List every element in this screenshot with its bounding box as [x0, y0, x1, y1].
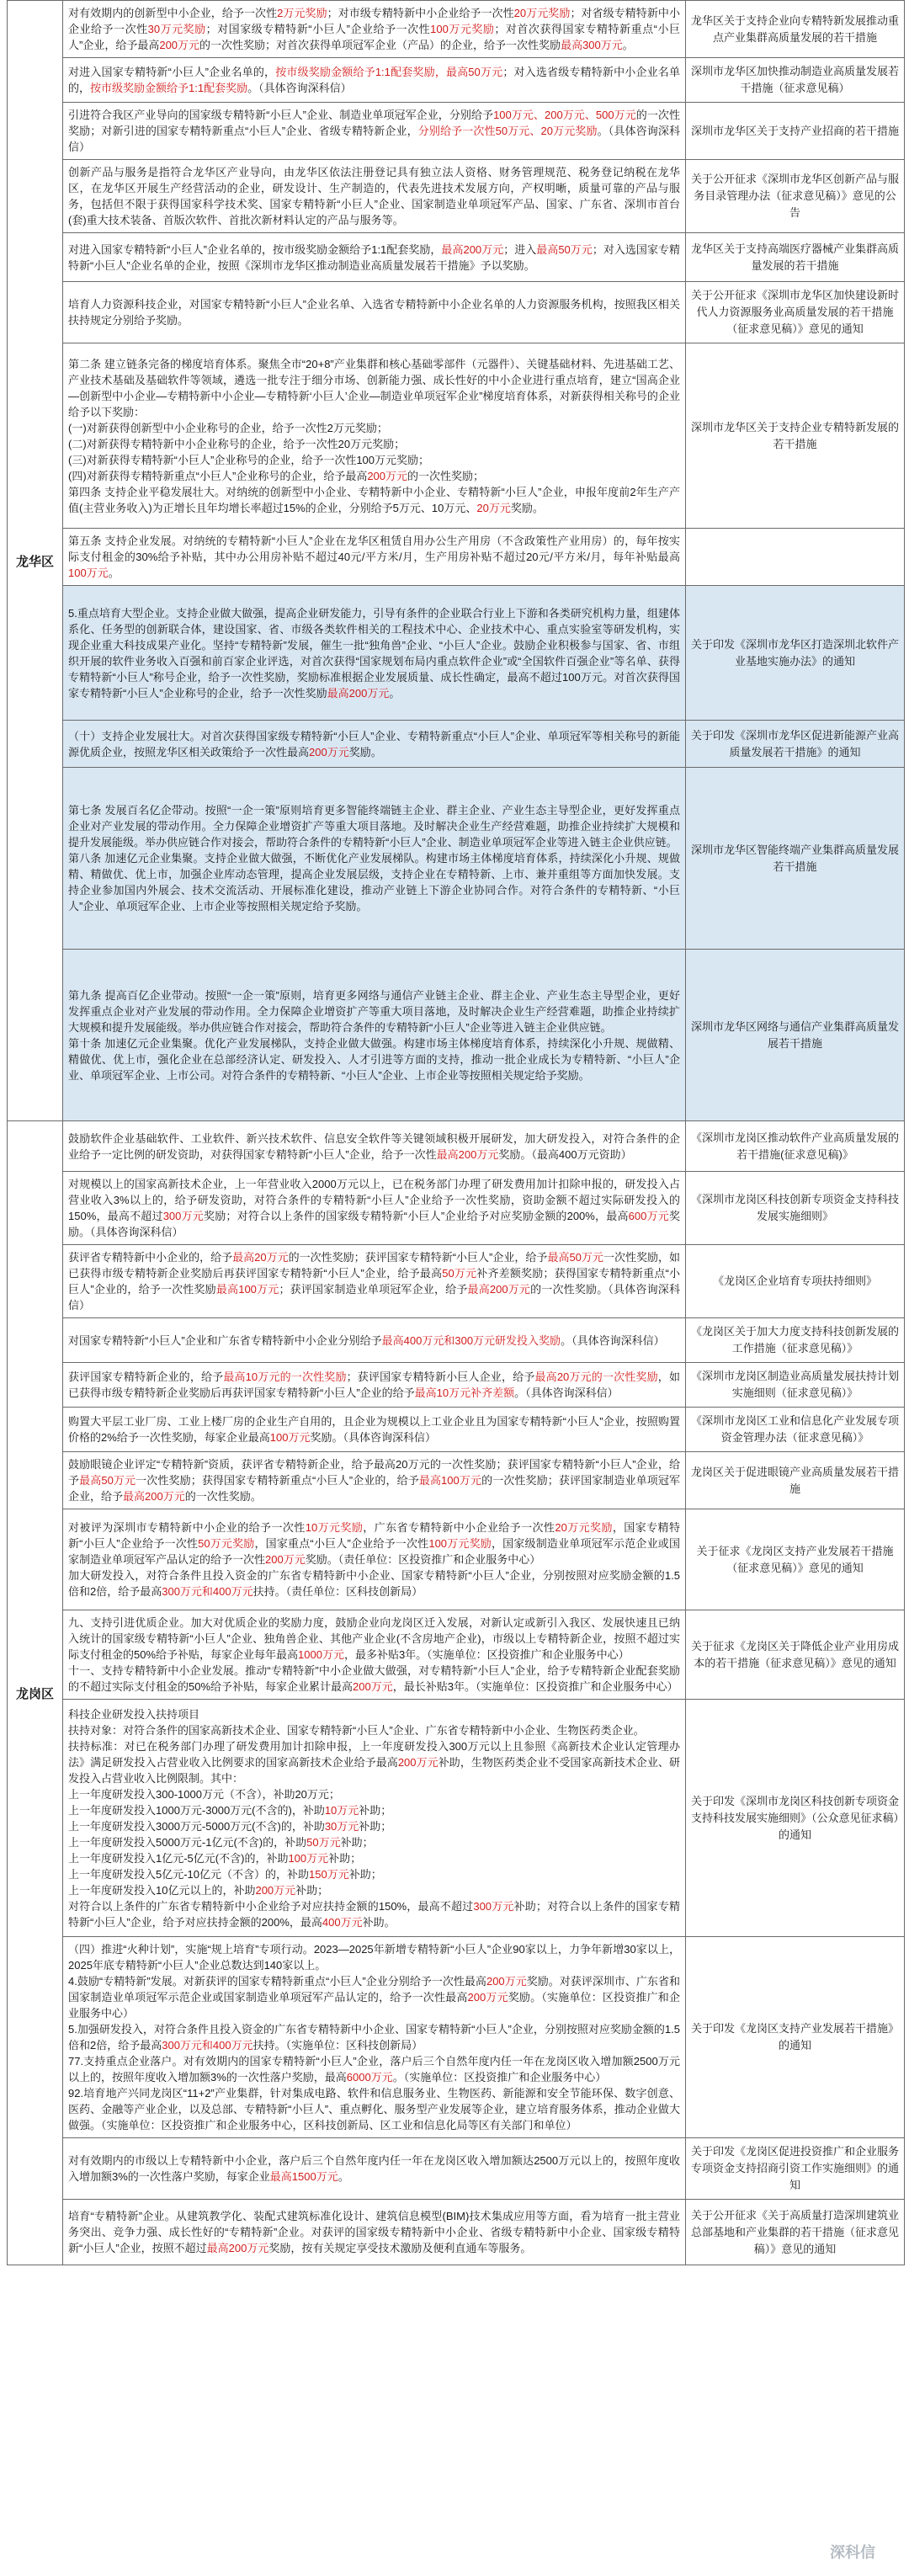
policy-text: 第五条 支持企业发展。对纳统的专精特新“小巨人”企业在龙华区租赁自用办公生产用房（不含政策性产业用房）的，每年按实际支付租金的30%给予补贴，其中办公用房补贴不超过40元/平方米/月，生产用房补贴不超过20元/平方米/月，每年补贴最高 [68, 535, 680, 563]
policy-text: 奖励。（具体咨询深科信） [310, 1431, 437, 1444]
policy-text: ，广东省专精特新中小企业给予一次性 [363, 1521, 556, 1534]
highlight-amount: 最高20万元的一次性奖励 [534, 1370, 658, 1383]
policy-text: 获评国家专精特新企业的，给予 [68, 1370, 224, 1383]
policy-row [8, 2138, 905, 2200]
policy-text: 补齐差额奖励；获得国家专精特新重点“小巨人”企业的，给予一次性奖励 [68, 1267, 680, 1296]
policy-text: ；获评国家专精特新小巨人企业，给予 [346, 1370, 535, 1383]
highlight-amount: 150万元 [309, 1867, 349, 1881]
policy-text: 奖励。对获评深圳市、广东省和国家制造业单项冠军示范企业或国家制造业单项冠军产品认定的，给予一次性最高 [68, 1975, 680, 2004]
policy-text: 奖励，按有关规定享受技术激励及便利直通车等服务。 [268, 2242, 532, 2254]
policy-text: 补助； [359, 1803, 392, 1817]
highlight-amount: 最高200万元 [206, 2242, 269, 2254]
highlight-amount: 最高200万元 [441, 242, 504, 256]
highlight-amount: 200万元 [467, 1991, 508, 2004]
highlight-amount: 最高200万元 [327, 686, 390, 700]
policy-text: 鼓励眼镜企业评定“专精特新”资质，获评省专精特新企业，给予最高20万元的一次性奖励；获评国家专精特新“小巨人”企业，给予 [68, 1458, 680, 1487]
policy-row [8, 1245, 905, 1318]
policy-text: 奖励。（责任单位：区投资推广和企业服务中心） [305, 1553, 541, 1566]
highlight-amount: 10万元 [324, 1803, 359, 1817]
policy-row [8, 768, 905, 950]
policy-text: 的一次性奖励；对新引进的国家专精特新重点“小巨人”企业、省级专精特新企业， [68, 109, 680, 137]
highlight-amount: 最高100万元 [418, 1474, 482, 1487]
policy-row [8, 160, 905, 233]
highlight-amount: 最高20万元 [232, 1251, 289, 1264]
policy-text: 加大研发投入，对符合条件且投入资金的广东省专精特新中小企业、国家专精特新“小巨人”企业，分别按照对应奖励金额的1.5倍和2倍，给予最高 [68, 1569, 680, 1598]
policy-content [63, 2200, 686, 2265]
policy-text: (一)对新获得创新型中小企业称号的企业，给予一次性2万元奖励； [68, 421, 388, 434]
policy-text: ，最多补贴3年。（实施单位：区投资推广和企业服务中心） [343, 1648, 630, 1661]
policy-text: （四）推进“火种计划”，实施“规上培育”专项行动。2023—2025年新增专精特新“小巨人”企业90家以上，力争年新增30家以上，2025年底专精特新“小巨人”企业总数达到140家以上。 [68, 1943, 680, 1972]
policy-content [63, 58, 686, 103]
highlight-amount: 200万元 [309, 745, 349, 758]
highlight-amount: 600万元 [628, 1210, 669, 1222]
highlight-amount: 50万元 [306, 1835, 341, 1849]
policy-content [63, 768, 686, 950]
highlight-amount: 最高10万元的一次性奖励 [223, 1370, 347, 1383]
policy-text: 引进符合我区产业导向的国家级专精特新“小巨人”企业、制造业单项冠军企业，分别给予 [68, 109, 494, 121]
highlight-amount: 1000万元 [298, 1648, 344, 1661]
policy-text: 一次性奖励；获得国家专精特新重点“小巨人”企业的，给予 [136, 1474, 419, 1487]
highlight-amount: 200万元 [486, 1975, 527, 1988]
policy-text: 5.加强研发投入，对符合条件且投入资金的广东省专精特新中小企业、国家专精特新“小巨人”企业，分别按照对应奖励金额的1.5倍和2倍，给予最高 [68, 2023, 680, 2052]
highlight-amount: 按市级奖励金额给予1:1配套奖励 [90, 82, 248, 94]
policy-document-title: 关于公开征求《深圳市龙华区加快建设新时代人力资源服务业高质量发展的若干措施（征求意见稿）》意见的通知 [686, 282, 905, 343]
highlight-amount: 100万元奖励 [428, 1537, 492, 1550]
policy-text: ；对市级专精特新中小企业给予一次性 [327, 7, 514, 19]
policy-content [63, 1318, 686, 1363]
highlight-amount: 50万元 [442, 1267, 477, 1280]
policy-document-title: 关于印发《龙岗区支持产业发展若干措施》的通知 [686, 1937, 905, 2138]
policy-text: 上一年度研发投入5亿元-10亿元（不含）的，补助 [68, 1867, 310, 1881]
policy-text: 的一次性奖励；获评国家制造业单项冠军企业，给予 [68, 1474, 680, 1503]
policy-text: 。（具体咨询深科信） [561, 1333, 665, 1347]
highlight-amount: 最高50万元 [547, 1251, 603, 1264]
highlight-amount: 按市级奖励金额给予1:1配套奖励，最高50万元 [275, 66, 503, 78]
policy-text: 九、支持引进优质企业。加大对优质企业的奖励力度，鼓励企业向龙岗区迁入发展，对新认定或新引入我区、发展快速且已纳入统计的国家级专精特新“小巨人”企业、独角兽企业、其他产业企业(不含房地产企业)，市级以上专精特新企业，按照不超过实际支付租金的50%给予补贴，每家企业每年最高 [68, 1616, 680, 1661]
policy-content [63, 103, 686, 160]
policy-content [63, 2138, 686, 2200]
policy-text: ；对首次获得国家专精特新重点“小巨人”企业，给予最高 [68, 23, 680, 51]
highlight-amount: 30万元奖励 [147, 23, 206, 35]
policy-document-title: 关于公开征求《关于高质量打造深圳建筑业总部基地和产业集群的若干措施（征求意见稿）》意见的通知 [686, 2200, 905, 2265]
policy-content [63, 1172, 686, 1245]
policy-text: 的一次性奖励；对首次获得单项冠军企业（产品）的企业，给予一次性奖励 [199, 39, 561, 51]
highlight-amount: 200万元 [397, 1755, 439, 1769]
policy-row [8, 586, 905, 721]
policy-text: ；进入 [503, 242, 537, 256]
highlight-amount: 400万元 [322, 1915, 363, 1929]
policy-content [63, 160, 686, 233]
highlight-amount: 最高200万元 [467, 1283, 531, 1296]
policy-row [8, 1363, 905, 1408]
policy-text: 补助； [340, 1835, 374, 1849]
policy-text: （十）支持企业发展壮大。对首次获得国家级专精特新“小巨人”企业、专精特新重点“小巨人”企业、单项冠军等相关称号的新能源优质企业，按照龙华区相关政策给予一次性最高 [68, 729, 680, 758]
highlight-amount: 最高400万元和300万元研发投入奖励 [381, 1333, 561, 1347]
highlight-amount: 200万元 [159, 39, 200, 51]
policy-text: 补助。 [362, 1915, 396, 1929]
highlight-amount: 最高200万元 [123, 1490, 185, 1503]
policy-text: 对有效期内的市级以上专精特新中小企业，落户后三个自然年度内任一年在龙岗区收入增加额达2500万元以上的，按照年度收入增加额3%的一次性落户奖励，每家企业 [68, 2154, 680, 2183]
policy-document-title: 关于印发《龙岗区促进投资推广和企业服务专项资金支持招商引资工作实施细则》的通知 [686, 2138, 905, 2200]
policy-document-title: 深圳市龙华区网络与通信产业集群高质量发展若干措施 [686, 950, 905, 1121]
policy-text: 鼓励软件企业基础软件、工业软件、新兴技术软件、信息安全软件等关键领域积极开展研发，加大研发投入，对符合条件的企业给予一定比例的研发资助，对获得国家专精特新“小巨人”企业，给予一次性 [68, 1131, 680, 1161]
district-longhua: 龙华区 [8, 1, 63, 1121]
policy-document-title: 深圳市龙华区关于支持企业专精特新发展的若干措施 [686, 343, 905, 529]
highlight-amount: 100万元 [68, 567, 109, 579]
policy-text: 补助；对符合以上条件的国家专精特新“小巨人”企业，给予对应扶持金额的200%，最高 [68, 1899, 680, 1929]
policy-text: 扶持标准：对已在税务部门办理了研发费用加计扣除申报，上一年度研发投入300万元以上且参照《高新技术企业认定管理办法》满足研发投入占营业收入比例要求的国家高新技术企业给予最高 [68, 1739, 680, 1769]
highlight-amount: 最高1500万元 [269, 2170, 338, 2183]
policy-table-body [8, 1, 905, 2265]
policy-document-title: 关于征求《龙岗区关于降低企业产业用房成本的若干措施（征求意见稿）》意见的通知 [686, 1610, 905, 1700]
policy-text: ，最长补贴3年。（实施单位：区投资推广和企业服务中心） [392, 1680, 678, 1693]
policy-content [63, 233, 686, 282]
policy-row [8, 233, 905, 282]
policy-document-title: 龙岗区关于促进眼镜产业高质量发展若干措施 [686, 1452, 905, 1509]
highlight-amount: 100万元 [269, 1431, 311, 1444]
policy-content [63, 950, 686, 1121]
policy-row [8, 1408, 905, 1452]
district-longgang: 龙岗区 [8, 1121, 63, 2265]
policy-document-title: 深圳市龙华区智能终端产业集群高质量发展若干措施 [686, 768, 905, 950]
policy-document-title: 关于印发《深圳市龙华区打造深圳北软件产业基地实施办法》的通知 [686, 586, 905, 721]
policy-row [8, 343, 905, 529]
policy-row [8, 950, 905, 1121]
policy-content [63, 1610, 686, 1700]
policy-text: 的一次性奖励。 [184, 1490, 262, 1503]
policy-document-title: 龙华区关于支持高端医疗器械产业集群高质量发展的若干措施 [686, 233, 905, 282]
policy-row [8, 103, 905, 160]
policy-text: 奖励。 [348, 745, 382, 758]
policy-content [63, 1937, 686, 2138]
policy-text: 十一、支持专精特新中小企业发展。推动“专精特新”中小企业做大做强，对专精特新“小巨人”企业，给予专精特新企业配套奖励的不超过实际支付租金的50%给予补贴，每家企业累计最高 [68, 1664, 680, 1693]
policy-document-title: 关于征求《龙岗区支持产业发展若干措施（征求意见稿）》意见的通知 [686, 1509, 905, 1610]
policy-document-title: 深圳市龙华区加快推动制造业高质量发展若干措施（征求意见稿） [686, 58, 905, 103]
policy-content [63, 343, 686, 529]
policy-content [63, 1, 686, 58]
highlight-amount: 2万元奖励 [277, 7, 327, 19]
policy-document-title: 《龙岗区企业培育专项扶持细则》 [686, 1245, 905, 1318]
policy-document-title: 关于公开征求《深圳市龙华区创新产品与服务目录管理办法（征求意见稿）》意见的公告 [686, 160, 905, 233]
policy-text: 第八条 加速亿元企业集聚。支持企业做大做强，不断优化产业发展梯队。构建市场主体梯度培育体系，持续深化小升规、规做精、精做优、优上市，加强企业库动态管理，提高企业发展层级，支持企业在专精特新、上市、兼并重组等方面加快发展。支持企业参加国内外展会、技术交流活动、开展标准化建设，推动产业链上下游企业协同合作。对符合条件的专精特新、“小巨人”企业、单项冠军企业、上市企业等按照相关规定给予奖励。 [68, 852, 680, 913]
policy-text: 扶持。（责任单位：区科技创新局） [252, 1585, 423, 1598]
policy-text: 扶持。（实施单位：区科技创新局） [252, 2039, 423, 2052]
policy-document-title: 深圳市龙华区关于支持产业招商的若干措施 [686, 103, 905, 160]
highlight-amount: 最高200万元 [436, 1147, 499, 1161]
highlight-amount: 50万元奖励 [198, 1537, 255, 1550]
policy-text: ，国家重点“小巨人”企业给予一次性 [254, 1537, 429, 1550]
policy-content [63, 586, 686, 721]
policy-text: 补助； [328, 1851, 362, 1865]
highlight-amount: 20万元 [476, 501, 511, 514]
highlight-amount: 300万元 [473, 1899, 514, 1913]
policy-content [63, 529, 686, 586]
policy-text: 的一次性奖励； [407, 469, 485, 482]
policy-text: 补助； [348, 1867, 382, 1881]
policy-text: 补助； [295, 1883, 329, 1897]
policy-content [63, 282, 686, 343]
highlight-amount: 10万元奖励 [305, 1521, 364, 1534]
highlight-amount: 100万元、200万元、500万元 [493, 109, 636, 121]
policy-text: 的一次性奖励；获评国家专精特新“小巨人”企业，给予 [288, 1251, 548, 1264]
policy-text: 培育“专精特新”企业。从建筑教学化、装配式建筑标准化设计、建筑信息模型(BIM)技术集成应用等方面，看为培育一批主营业务突出、竞争力强、成长性好的“专精特新”企业。对获评的国家级专精特新中小企业、省级专精特新中小企业、国家级专精特新“小巨人”企业，按照不超过 [68, 2210, 680, 2254]
policy-document-title: 关于印发《深圳市龙华区促进新能源产业高质量发展若干措施》的通知 [686, 721, 905, 768]
policy-content [63, 1245, 686, 1318]
policy-text: (四)对新获得专精特新重点“小巨人”企业称号的企业，给予最高 [68, 469, 368, 482]
policy-text: 奖励。 [510, 501, 544, 514]
policy-text: 。 [389, 686, 401, 700]
policy-content [63, 1408, 686, 1452]
policy-text: 对符合以上条件的广东省专精特新中小企业给予对应扶持金额的150%，最高不超过 [68, 1899, 474, 1913]
policy-text: ，国家专精特新“小巨人”企业给予一次性 [68, 1521, 680, 1550]
highlight-amount: 200万元 [265, 1553, 306, 1566]
policy-row [8, 1452, 905, 1509]
highlight-amount: 200万元 [255, 1883, 296, 1897]
policy-text: 。 [622, 39, 634, 51]
policy-text: 。 [338, 2170, 349, 2183]
highlight-amount: 最高50万元 [536, 242, 593, 256]
highlight-amount: 最高10万元补齐差额 [414, 1386, 515, 1399]
policy-table [7, 0, 905, 2265]
policy-text: 一次性奖励，如已获得市级专精特新企业奖励后再获评国家专精特新“小巨人”企业，给予最高 [68, 1251, 680, 1280]
highlight-amount: 300万元和400万元 [162, 1585, 253, 1598]
policy-text: 创新产品与服务是指符合龙华区产业导向，由龙华区依法注册登记具有独立法人资格、财务管理规范、税务登记纳税在龙华区，在龙华区开展生产经营活动的企业，研发设计、生产制造的，代表先进技术发展方向，产权明晰，质量可靠的产品与服务，包括但不限于获得国家科学技术奖、国家专精特新“小巨人”企业、国家制造业单项冠军产品、国家、广东省、深圳市首台(套)重大技术装备、首版次软件、首批次新材料认定的产品与服务等。 [68, 166, 680, 226]
policy-content [63, 1363, 686, 1408]
policy-text: 。（具体咨询深科信） [514, 1386, 619, 1399]
watermark-logo: 深科信 [830, 2544, 875, 2561]
policy-text: ；对入选省级专精特新中小企业名单的， [68, 66, 680, 94]
policy-text: 培育人力资源科技企业，对国家专精特新“小巨人”企业名单、入选省专精特新中小企业名单的人力资源服务机构，按照我区相关扶持规定分别给予奖励。 [68, 298, 680, 327]
policy-text: 奖励。（实施单位：区投资推广和企业服务中心） [68, 1991, 680, 2020]
policy-document-title: 《深圳市龙岗区推动软件产业高质量发展的若干措施(征求意见稿)》 [686, 1121, 905, 1172]
policy-text: ，国家级制造业单项冠军示范企业或国家制造业单项冠军产品认定的给予一次性 [68, 1537, 680, 1566]
policy-content [63, 1509, 686, 1610]
policy-text: ；对国家级专精特新“小巨人”企业给予一次性 [205, 23, 431, 35]
policy-row [8, 529, 905, 586]
highlight-amount: 200万元 [353, 1680, 393, 1693]
policy-text: (二)对新获得专精特新中小企业称号的企业，给予一次性20万元奖励； [68, 437, 406, 450]
policy-text: 5.重点培育大型企业。支持企业做大做强，提高企业研发能力，引导有条件的企业联合行业上下游和各类研究机构力量，组建体系化、任务型的创新联合体，建设国家、省、市级各类软件相关的工程技术中心、企业技术中心、重点实验室等研发机构，实现企业重大科技成果产业化。坚持“专精特新”发展，催生一批“独角兽”企业、“小巨人”企业。鼓励企业积极参与国家、省、市组织开展的软件业务收入百强和前百家企业评选，对首次获得“国家规划布局内重点软件企业”或“全国软件百强企业”等名单、获得专精特新“小巨人”称号企业，给予一次性奖励，奖励标准根据企业发展质量、成长性确定，最高不超过100万元。对首次获得国家专精特新“小巨人”企业称号的企业，给予一次性奖励 [68, 606, 680, 700]
highlight-amount: 20万元奖励 [513, 7, 571, 19]
policy-row [8, 58, 905, 103]
highlight-amount: 6000万元 [346, 2071, 393, 2084]
policy-text: 的一次性奖励。（具体咨询深科信） [68, 1283, 680, 1312]
highlight-amount: 分别给予一次性50万元、20万元奖励 [417, 125, 598, 137]
policy-text: ；对入选国家专精特新“小巨人”企业名单的企业，按照《深圳市龙华区推动制造业高质量发展若干措施》予以奖励。 [68, 242, 680, 272]
highlight-amount: 100万元 [288, 1851, 329, 1865]
policy-text: 奖励。（具体咨询深科信） [68, 1210, 680, 1238]
policy-text: 第九条 提高百亿企业带动。按照“一企一策”原则，培育更多网络与通信产业链主企业、群主企业、产业生态主导型企业，更好发挥重点企业对产业发展的带动作用。全力保障企业增资扩产等重大项目落地，及时解决企业生产经营难题，助推企业持续扩大规模和提升发展能级。举办供应链合作对接会，帮助符合条件的专精特新“小巨人”企业等进入链主企业供应链。 [68, 988, 680, 1034]
policy-row [8, 1700, 905, 1937]
policy-text: 奖励。（最高400万元资助） [498, 1147, 632, 1161]
highlight-amount: 200万元 [367, 469, 408, 482]
highlight-amount: 300万元 [162, 1210, 204, 1222]
policy-text: 上一年度研发投入10亿元以上的，补助 [68, 1883, 256, 1897]
policy-text: 对进入国家专精特新“小巨人”企业名单的，按市级奖励金额给予1:1配套奖励， [68, 242, 442, 256]
policy-text: 对国家专精特新“小巨人”企业和广东省专精特新中小企业分别给予 [68, 1333, 382, 1347]
policy-content [63, 1121, 686, 1172]
highlight-amount: 最高50万元 [79, 1474, 136, 1487]
policy-text: 4.鼓励“专精特新”发展。对新获评的国家专精特新重点“小巨人”企业分别给予一次性最高 [68, 1975, 486, 1988]
policy-document-title: 《深圳市龙岗区制造业高质量发展扶持计划实施细则（征求意见稿）》 [686, 1363, 905, 1408]
highlight-amount: 20万元奖励 [555, 1521, 613, 1534]
highlight-amount: 最高100万元 [215, 1283, 279, 1296]
policy-text: 奖励；对符合以上条件的国家级专精特新“小巨人”企业给予对应奖励金额的200%，最高 [204, 1210, 629, 1222]
highlight-amount: 100万元奖励 [430, 23, 495, 35]
highlight-amount: 30万元 [324, 1819, 359, 1833]
policy-text: 对进入国家专精特新“小巨人”企业名单的， [68, 66, 276, 78]
policy-document-title: 《龙岗区关于加大力度支持科技创新发展的工作措施（征求意见稿）》 [686, 1318, 905, 1363]
policy-text: 77.支持重点企业落户。对有效期内的国家专精特新“小巨人”企业，落户后三个自然年度内任一年在龙岗区收入增加额2500万元以上的，按照年度收入增加额3%的一次性落户奖励，最高 [68, 2055, 680, 2084]
policy-text: 对有效期内的创新型中小企业，给予一次性 [68, 7, 278, 19]
policy-content [63, 1700, 686, 1937]
policy-row [8, 2200, 905, 2265]
highlight-amount: 最高300万元 [561, 39, 623, 51]
policy-text: ；对省级专精特新中小企业给予一次性 [68, 7, 680, 35]
policy-content [63, 721, 686, 768]
policy-row [8, 1318, 905, 1363]
policy-text: 第四条 支持企业平稳发展壮大。对纳统的创新型中小企业、专精特新中小企业、专精特新“小巨人”企业，申报年度前2年生产产值(主营业务收入)为正增长且年均增长率超过15%的企业，分别给予5万元、10万元、 [68, 485, 680, 514]
policy-text: 对被评为深圳市专精特新中小企业的给予一次性 [68, 1521, 306, 1534]
policy-text: (三)对新获得专精特新“小巨人”企业称号的企业，给予一次性100万元奖励； [68, 453, 430, 466]
policy-text: 上一年度研发投入1000万元-3000万元(不含的)，补助 [68, 1803, 325, 1817]
highlight-amount: 300万元和400万元 [162, 2039, 253, 2052]
policy-document-title: 关于印发《深圳市龙岗区科技创新专项资金支持科技发展实施细则》（公众意见征求稿）的通知 [686, 1700, 905, 1937]
policy-text: 。（实施单位：区投资推广和企业服务中心） [392, 2071, 607, 2084]
policy-text: 。（具体咨询深科信） [247, 82, 352, 94]
policy-row [8, 721, 905, 768]
policy-text: 第七条 发展百名亿企带动。按照“一企一策”原则培育更多智能终端链主企业、群主企业、产业生态主导型企业，更好发挥重点企业对产业发展的带动作用。全力保障企业增资扩产等重大项目落地。及时解决企业生产经营难题，助推企业持续扩大规模和提升发展能级。举办供应链合作对接会，帮助符合条件的专精特新“小巨人”企业、制造业单项冠军企业等进入链主企业供应链。 [68, 804, 680, 849]
policy-text: 对规模以上的国家高新技术企业，上一年营业收入2000万元以上，已在税务部门办理了研发费用加计扣除申报的，研发投入占营业收入3%以上的，给予研发资助，对符合条件的专精特新“小巨人”企业给予一次性奖励，资助金额不超过实际研发投入的150%，最高不超过 [68, 1178, 680, 1222]
policy-row [8, 1121, 905, 1172]
policy-row [8, 1610, 905, 1700]
policy-text: 上一年度研发投入3000万元-5000万元(不含)的，补助 [68, 1819, 325, 1833]
policy-row [8, 1509, 905, 1610]
policy-text: 购置大平层工业厂房、工业上楼厂房的企业生产自用的，且企业为规模以上工业企业且为国家专精特新“小巨人”企业，按照购置价格的2%给予一次性奖励，每家企业最高 [68, 1415, 680, 1444]
policy-text: 扶持对象：对符合条件的国家高新技术企业、国家专精特新“小巨人”企业、广东省专精特新中小企业、生物医药类企业。 [68, 1723, 645, 1737]
policy-row [8, 1, 905, 58]
policy-text: ；获评国家制造业单项冠军企业，给予 [279, 1283, 468, 1296]
policy-text: 。 [108, 567, 120, 579]
policy-text: 补助； [359, 1819, 392, 1833]
policy-text: 上一年度研发投入5000万元-1亿元(不含)的，补助 [68, 1835, 307, 1849]
policy-text: 上一年度研发投入1亿元-5亿元(不含)的，补助 [68, 1851, 289, 1865]
policy-document-title: 龙华区关于支持企业向专精特新发展推动重点产业集群高质量发展的若干措施 [686, 1, 905, 58]
policy-text: 获评省专精特新中小企业的，给予 [68, 1251, 233, 1264]
policy-document-title: 《深圳市龙岗区科技创新专项资金支持科技发展实施细则》 [686, 1172, 905, 1245]
policy-text: 92.培育地产兴同龙岗区“11+2”产业集群，针对集成电路、软件和信息服务业、生物医药、新能源和安全节能环保、数字创意、医药、金融等产业企业，以及总部、专精特新“小巨人”、重点孵化、服务型产业发展等企业，建立培育服务体系，推动企业做大做强。（实施单位：区投资推广和企业服务中心，区科技创新局、区工业和信息化局等区有关部门和单位） [68, 2087, 680, 2132]
policy-document-title [686, 529, 905, 586]
policy-text: 科技企业研发投入扶持项目 [68, 1707, 200, 1721]
policy-text: 第二条 建立链条完备的梯度培育体系。聚焦全市“20+8”产业集群和核心基础零部件（元器件）、关键基础材料、先进基础工艺、产业技术基础及基础软件等领域，遴选一批专注于细分市场、创新能力强、成长性好的中小企业进行重点培育，建立“国高企业—创新型中小企业—专精特新中小企业—专精特新‘小巨人’企业—制造业单项冠军企业”梯度培育体系，对新获得相关称号的企业给予以下奖励： [68, 357, 680, 418]
policy-row [8, 1172, 905, 1245]
policy-text: 第十条 加速亿元企业集聚。优化产业发展梯队，支持企业做大做强。构建市场主体梯度培育体系，持续深化小升规、规做精、精做优、优上市，强化企业在总部经济认定、研发投入、人才引进等方面的支持，推动一批企业成长为专精特新、“小巨人”企业、单项冠军企业、上市公司。对符合条件的专精特新、“小巨人”企业、上市企业等按照相关规定给予奖励。 [68, 1036, 680, 1082]
policy-row [8, 282, 905, 343]
policy-row [8, 1937, 905, 2138]
policy-text: 。（具体咨询深科信） [68, 125, 680, 153]
policy-text: ，如已获得市级专精特新企业奖励后再获评国家专精特新“小巨人”企业的给予 [68, 1370, 680, 1399]
policy-content [63, 1452, 686, 1509]
policy-text: 补助，生物医药类企业不受国家高新技术企业、研发投入占营业收入比例限制。其中： [68, 1755, 680, 1785]
policy-text: 上一年度研发投入300-1000万元（不含），补助20万元； [68, 1787, 340, 1801]
policy-document-title: 《深圳市龙岗区工业和信息化产业发展专项资金管理办法（征求意见稿）》 [686, 1408, 905, 1452]
